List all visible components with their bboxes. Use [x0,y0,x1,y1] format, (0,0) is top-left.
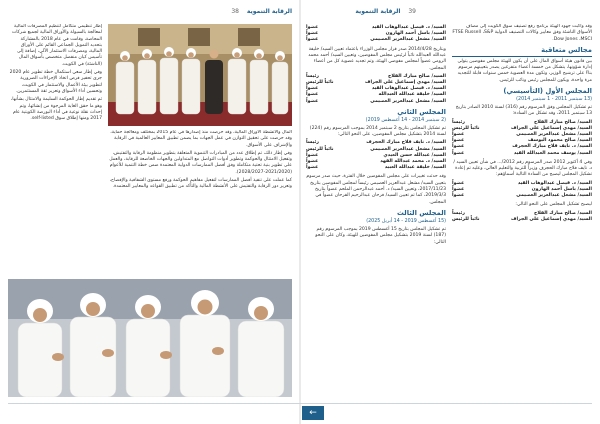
first-council-title: المجلس الأول (التأسيسي) [503,87,592,96]
intro-paragraph: وقد واكبت جهود الهيئة برنامج رفع تصنيف سوق الكويت إلى مصاف الأسواق الناشئة وفق معايير وكالات التصنيف الدولية FTSE Russell ،S&P Dow Jones ،MSCI. [452,24,592,42]
member-row: السيد/ مهدي إسماعيل علي الجزاف نائباً للرئيس [452,125,592,131]
page-gutter [299,0,301,424]
member-row: السيد/ عبدالله حسن العيدي عضواً [306,152,446,158]
member-row: السيد/ مشعل عبدالعزيز العصيمي عضواً [452,132,592,138]
page-footer-line [8,403,592,404]
second-council-date: (2 سبتمبر 2014 - 14 أغسطس 2019) [365,117,446,123]
first-council-members [452,120,592,157]
member-row: السيد/ مهدي إسماعيل علي الجزاف نائباً للرئيس [306,80,446,85]
first-council-text: تم تشكيل المجلس وفق المرسوم رقم (316) لسنة 2010 الصادر بتاريخ 13 سبتمبر 2011، وقد تشكل من السادة: [455,105,592,117]
third-council-text: تم تشكيل المجلس بتاريخ 15 أغسطس 2019 بموجب المرسوم رقم (187) لسنة 2019 بتشكيل مجلس المفوضين للهيئة، وكان على النحو التالي: [315,226,446,245]
first-council-note: ليصبح تشكيل المجلس على النحو التالي: [515,202,592,208]
second-council-changes: وقد حدثت تغييرات على مجلس المفوضين خلال الفترة، حيث صدر مرسوم بتعيين السيد/ مشعل عبدالعزيز العصيمي رئيساً لمجلس المفوضين بتاريخ 2017/11/23، وتعيين السيد/ د. أحمد عبدالرحمن الملحم عضواً بتاريخ 2019/3/3، كما تم تعيين السيد/ فرحان عبدالرحيم الفرحان عضواً في المجلس. [306,174,446,205]
member-row: السيد/ باسل أحمد الهارون عضواً [452,186,592,192]
first-council-changes: وفي 4 أكتوبر 2012 صدر المرسوم رقم 2012/... في شأن تعيين السيد / د. نايف فلاح مبارك الحجرف وزيراً للتربية والتعليم العالي، وعليه تم إعادة تشكيل المجلس ليصبح من السادة التالية أسماؤهم: [453,159,592,178]
member-row: السيد/ مهدي إسماعيل علي الجزاف نائباً للرئيس [452,216,592,222]
member-row: السيد/ صالح مبارك الفلاح رئيساً [452,210,592,216]
left-para-3: ثم تقديم إطار الحوكمة السليمة والامتثال بشأنها، وهو ما حقق الغاية المرجوة من إنشائها، وتم إحداث نقلة نوعية في أداء البورصة الكويتية عام 2017 ومنها إطلاق سوق self-listed. [10,97,102,122]
member-row: السيد/ باسل أحمد الهارون عضواً [306,31,446,37]
member-row: السيد/ مشعل عبدالعزيز العصيمي نائباً للرئيس [306,146,446,152]
member-row: السيد/ مشعل عبدالعزيز العصيمي عضواً [452,193,592,199]
right-page-header [322,8,422,20]
event-photo-illustration [8,279,292,397]
member-row: السيد/ خليفة عبدالله العبدالله عضواً [306,92,446,98]
board-intro: بين قانون هيئة أسواق المال على أن يكون للهيئة مجلس مفوضين يتولى إدارة شؤونها، يتشكل من خمسة أعضاء متفرغين يصدر بتعيينهم مرسوم بناءً على ترشيح الوزير، وتكون مدة العضوية خمس سنوات قابلة للتجديد مرة واحدة، ويكون للمجلس رئيس ونائب للرئيس. [457,58,592,83]
left-page-header [192,8,292,20]
left-para-1: إطار تنظيمي متكامل لتنظيم المصرفات المالية لمعالجة بالسيولة والأوراق المالية لجميع شركات المحاصة، وقامت في عام 2018 بالمشاركة بتحديد التمويل الجماعي القائم على الأوراق المالية، ومصرفات الاستثمار الآلي، إضافة إلى تأسيس كيان منفصل متخصص بأسواق المال (الناشئة) في الكويت. [11,24,102,67]
member-row: السيد/ د. فيصل عبدالوهاب القيد عضواً [452,180,592,186]
member-row: السيد/ مشعل عبدالعزيز العصيمي عضواً [306,37,446,43]
right-page-column-right [452,24,592,400]
third-council-date: (15 أغسطس 2019 - 14 أبريل 2025) [366,218,446,224]
center-para-2: وفي إطار ذلك، تم إطلاق عدد من المبادرات التنموية المتعلقة بتطوير منظومة الرقابة والتفتيش، وتفعيل الامتثال والحوكمة وتطوير أدوات التواصل مع المتداولين والجهات الخاضعة للرقابة، والعمل على تطوير بنية تحتية متكاملة وفق أفضل الممارسات الدولية المعتمدة ضمن خطة التنمية للأعوام (2021/2020-2028/2027). [109,150,292,175]
member-row: السيد/ د. نايف فلاح مبارك الحجرف رئيساً [306,140,446,146]
members-2014 [306,74,446,105]
member-row: السيد/ خليفة عبدالله العبيد عضواً [306,165,446,171]
back-arrow-button[interactable]: ← [302,406,324,420]
first-council-final-members [452,211,592,223]
middle-top-members [306,25,446,44]
second-council-members [306,140,446,171]
left-page-column-left [8,24,102,274]
right-page-column-left [306,24,446,400]
third-council-title: المجلس الثالث [396,208,446,217]
member-row: السيد/ صالح مبارك الفلاح رئيساً [306,73,446,79]
left-page-title: الرقابة التنموية [246,8,292,15]
member-row: السيد/ د. محمد عبدالله الفهد عضواً [306,159,446,165]
member-row: السيد/ د. نايف فلاح مبارك الحجرف عضواً [452,144,592,150]
member-row: السيد/ مشعل عبدالعزيز العصيمي عضواً [306,98,446,104]
decision-text: وبتاريخ 2014/4/28 صدر قرار مجلس الوزراء باعتماد تعيين السيد/ خليفة عبدالله العبدالله نائباً لرئيس مجلس المفوضين، وتعيين السيد/ أحمد محمد الرومي عضواً لمجلس مفوضي الهيئة، وتم تجديد عضوية كل من أعضاء المجلس. [308,46,446,71]
event-photo [8,279,292,397]
first-council-date: (13 سبتمبر 2011 - 1 سبتمبر 2014) [516,97,592,103]
section-rule [452,56,592,57]
member-row: السيد/ صالح محمود اليوسف عضواً [452,138,592,144]
center-para-3: كما عملت على تنفيذ أفضل الممارسات لتفعيل مفاهيم الحوكمة ورفع مستوى الشفافية والإفصاح، وتعزيز دور الرقابة والتفتيش على الأنشطة المالية والتأكد من تطبيق القواعد والمعايير المعتمدة. [109,178,292,190]
second-council-title: المجلس الثاني [397,107,446,116]
board-heading: مجالس متعاقبة [541,45,592,54]
member-row: السيد/ د. فيصل عبدالوهاب القيد عضواً [306,25,446,30]
group-photo [108,24,292,126]
member-row: السيد/ يوسف محمد العبدالله القيد عضواً [452,150,592,156]
right-page-title: الرقابة التنموية [355,8,401,15]
right-page-number: 39 [408,8,416,15]
center-para-1: المال والأنشطة الأوراق المالية، وقد حرصت منذ إصدارها في عام 2015 بمختلف ومعالجة حماية، وقد حرصت على تحقيق التوازن في عمل الجهات بما يضمن تطبيق المعايير العالمية في الرقابة والإشراف على الأسواق. [110,130,292,148]
group-photo-illustration [108,24,292,126]
second-council-text: تم تشكيل المجلس بتاريخ 2 سبتمبر 2014 بموجب المرسوم رقم (224) لسنة 2014 بتشكيل مجلس المفوضين، على النحو التالي: [309,125,446,138]
member-row: السيد/ د. فيصل عبدالوهاب القيد عضواً [306,86,446,92]
left-para-2: وفي إطار سعي استكمال خطة تطوير عام 2020 جرى تحفيز فرص اتخاذ الإجراءات الضرورية لتطوير بيئة الأعمال والاستثمار في الكويت، وتحسين أداء الأسواق وتعزيز ثقة المستثمرين. [9,70,102,94]
member-row: السيد/ صالح مبارك الفلاح رئيساً [452,119,592,125]
left-page-number: 38 [231,8,239,15]
left-page-center-text [108,130,292,276]
first-council-members-after [452,181,592,200]
